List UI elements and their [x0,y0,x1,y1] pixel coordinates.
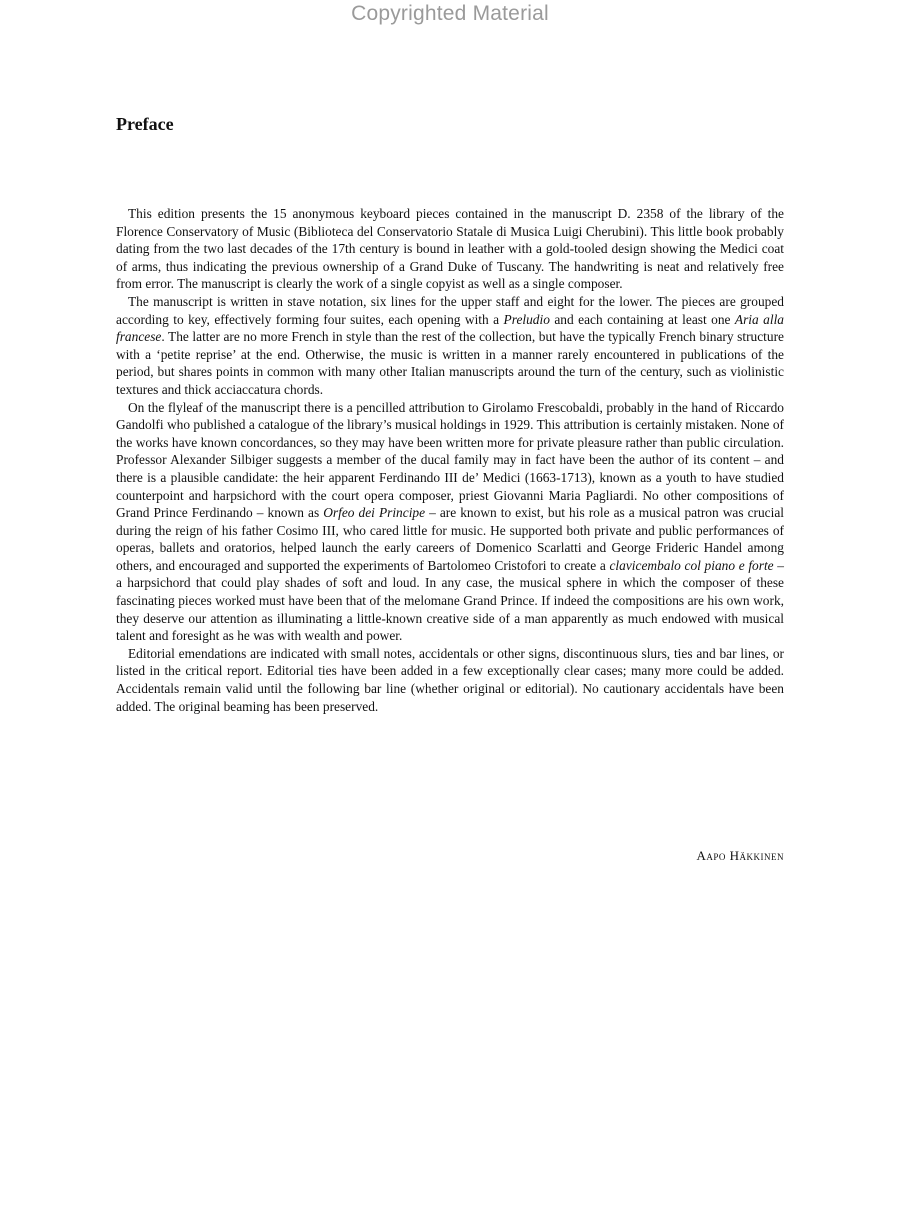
text-segment: and each containing at least one [549,311,735,327]
page-title: Preface [116,114,174,134]
text-segment: The manuscript is written in stave notation, six lines for the upper staff and eight for the lower. The pieces are grouped according to key, effectively forming four suites, each opening with a [116,293,784,327]
italic-term: clavicembalo col piano e forte [609,557,774,573]
paragraph [116,293,784,399]
italic-term: Aria alla francese [116,311,784,345]
author-signature: Aapo Häkkinen [696,848,784,863]
italic-term: Orfeo dei Principe [323,505,426,521]
paragraph [116,399,784,645]
paragraph [116,205,784,293]
italic-term: Preludio [503,311,550,327]
text-segment: This edition presents the 15 anonymous keyboard pieces contained in the manuscript D. 2358 of the library of the Florence Conservatory of Music (Biblioteca del Conservatorio Statale di Musica Luigi Cherubini). This little book probably dating from the two last decades of the 17th century is bound in leather with a gold-tooled design showing the Medici coat of arms, thus indicating the previous ownership of a Grand Duke of Tuscany. The handwriting is neat and relatively free from error. The manuscript is clearly the work of a single copyist as well as a single composer. [116,206,784,292]
copyright-watermark: Copyrighted Material [351,2,549,25]
preface-body [116,205,784,715]
text-segment: – a harpsichord that could play shades of soft and loud. In any case, the musical sphere in which the composer of these fascinating pieces worked must have been that of the melomane Grand Prince. If indeed the compositions are his own work, they deserve our attention as illuminating a little-known creative side of a man apparently as much endowed with musical talent and foresight as he was with wealth and power. [116,557,785,644]
text-segment: . The latter are no more French in style than the rest of the collection, but have the typically French binary structure with a ‘petite reprise’ at the end. Otherwise, the music is written in a manner rarely encountered in publications of the period, but shares points in common with many other Italian manuscripts around the turn of the century, such as violinistic textures and thick acciaccatura chords. [116,329,784,397]
paragraph [116,645,784,715]
text-segment: – are known to exist, but his role as a musical patron was crucial during the reign of his father Cosimo III, who cared little for music. He supported both private and public performances of operas, ballets and oratorios, helped launch the early careers of Domenico Scarlatti and George Frideric Handel among others, and encouraged and supported the experiments of Bartolomeo Cristofori to create a [116,505,785,573]
text-segment: On the flyleaf of the manuscript there is a pencilled attribution to Girolamo Frescobaldi, probably in the hand of Riccardo Gandolfi who published a catalogue of the library’s musical holdings in 1929. This attribution is certainly mistaken. None of the works have known concordances, so they may have been written more for private pleasure rather than public circulation. Professor Alexander Silbiger suggests a member of the ducal family may in fact have been the author of its content – and there is a plausible candidate: the heir apparent Ferdinando III de’ Medici (1663-1713), known as a youth to have studied counterpoint and harpsichord with the court opera composer, priest Giovanni Maria Pagliardi. No other compositions of Grand Prince Ferdinando – known as [116,399,784,521]
text-segment: Editorial emendations are indicated with small notes, accidentals or other signs, discontinuous slurs, ties and bar lines, or listed in the critical report. Editorial ties have been added in a few exceptionally clear cases; many more could be added. Accidentals remain valid until the following bar line (whether original or editorial). No cautionary accidentals have been added. The original beaming has been preserved. [116,645,784,714]
